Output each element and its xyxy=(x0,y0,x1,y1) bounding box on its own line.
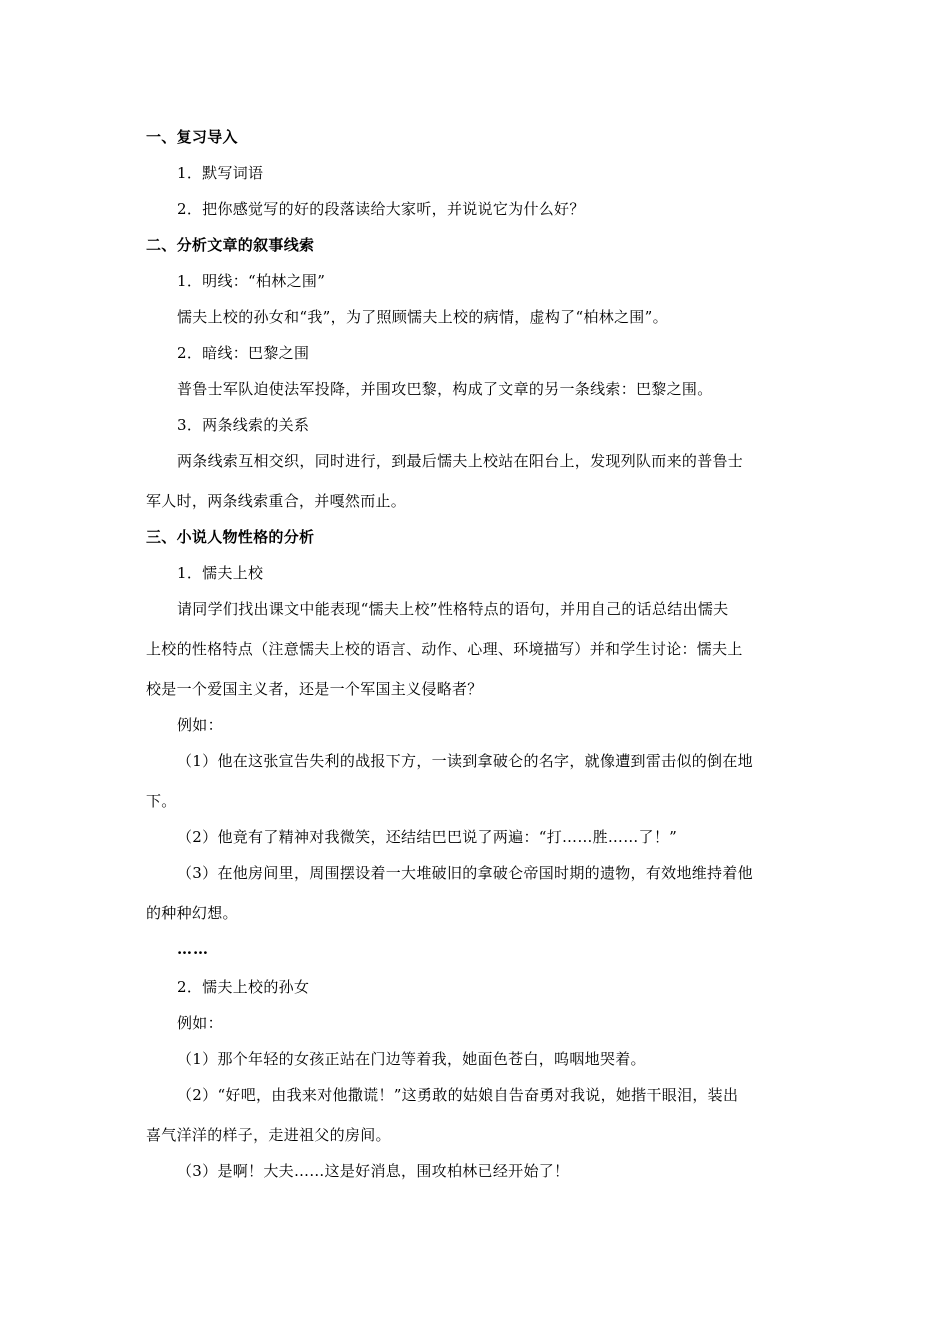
paragraph: 的种种幻想。 xyxy=(146,904,238,922)
paragraph: 喜气洋洋的样子，走进祖父的房间。 xyxy=(146,1126,391,1144)
section-heading-character-analysis: 三、小说人物性格的分析 xyxy=(146,528,315,546)
paragraph: （1）那个年轻的女孩正站在门边等着我，她面色苍白，呜咽地哭着。 xyxy=(177,1050,646,1068)
paragraph: 下。 xyxy=(146,792,177,810)
paragraph: 校是一个爱国主义者，还是一个军国主义侵略者？ xyxy=(146,680,483,698)
paragraph: 例如： xyxy=(177,1014,223,1032)
section-heading-narrative-clues: 二、分析文章的叙事线索 xyxy=(146,236,315,254)
paragraph: 1．明线：“柏林之围” xyxy=(177,272,326,290)
section-heading-review: 一、复习导入 xyxy=(146,128,238,146)
paragraph: 普鲁士军队迫使法军投降，并围攻巴黎，构成了文章的另一条线索：巴黎之围。 xyxy=(177,380,713,398)
paragraph: 2．懦夫上校的孙女 xyxy=(177,978,310,996)
paragraph: 两条线索互相交织，同时进行，到最后懦夫上校站在阳台上，发现列队而来的普鲁士 xyxy=(177,452,744,470)
paragraph: 2．暗线：巴黎之围 xyxy=(177,344,310,362)
paragraph: （3）是啊！大夫……这是好消息，围攻柏林已经开始了！ xyxy=(177,1162,570,1180)
paragraph: 2．把你感觉写的好的段落读给大家听，并说说它为什么好？ xyxy=(177,200,585,218)
ellipsis: …… xyxy=(177,940,209,958)
paragraph: 上校的性格特点（注意懦夫上校的语言、动作、心理、环境描写）并和学生讨论：懦夫上 xyxy=(146,640,743,658)
paragraph: 1．默写词语 xyxy=(177,164,264,182)
paragraph: 请同学们找出课文中能表现“懦夫上校”性格特点的语句，并用自己的话总结出懦夫 xyxy=(177,600,729,618)
paragraph: （3）在他房间里，周围摆设着一大堆破旧的拿破仑帝国时期的遗物，有效地维持着他 xyxy=(177,864,753,882)
paragraph: 军人时，两条线索重合，并嘎然而止。 xyxy=(146,492,407,510)
paragraph: （1）他在这张宣告失利的战报下方，一读到拿破仑的名字，就像遭到雷击似的倒在地 xyxy=(177,752,753,770)
paragraph: 3．两条线索的关系 xyxy=(177,416,310,434)
paragraph: 例如： xyxy=(177,716,223,734)
paragraph: 1．懦夫上校 xyxy=(177,564,264,582)
paragraph: （2）他竟有了精神对我微笑，还结结巴巴说了两遍：“打……胜……了！” xyxy=(177,828,678,846)
paragraph: （2）“好吧，由我来对他撒谎！”这勇敢的姑娘自告奋勇对我说，她揩干眼泪，装出 xyxy=(177,1086,739,1104)
paragraph: 懦夫上校的孙女和“我”，为了照顾懦夫上校的病情，虚构了“柏林之围”。 xyxy=(177,308,668,326)
